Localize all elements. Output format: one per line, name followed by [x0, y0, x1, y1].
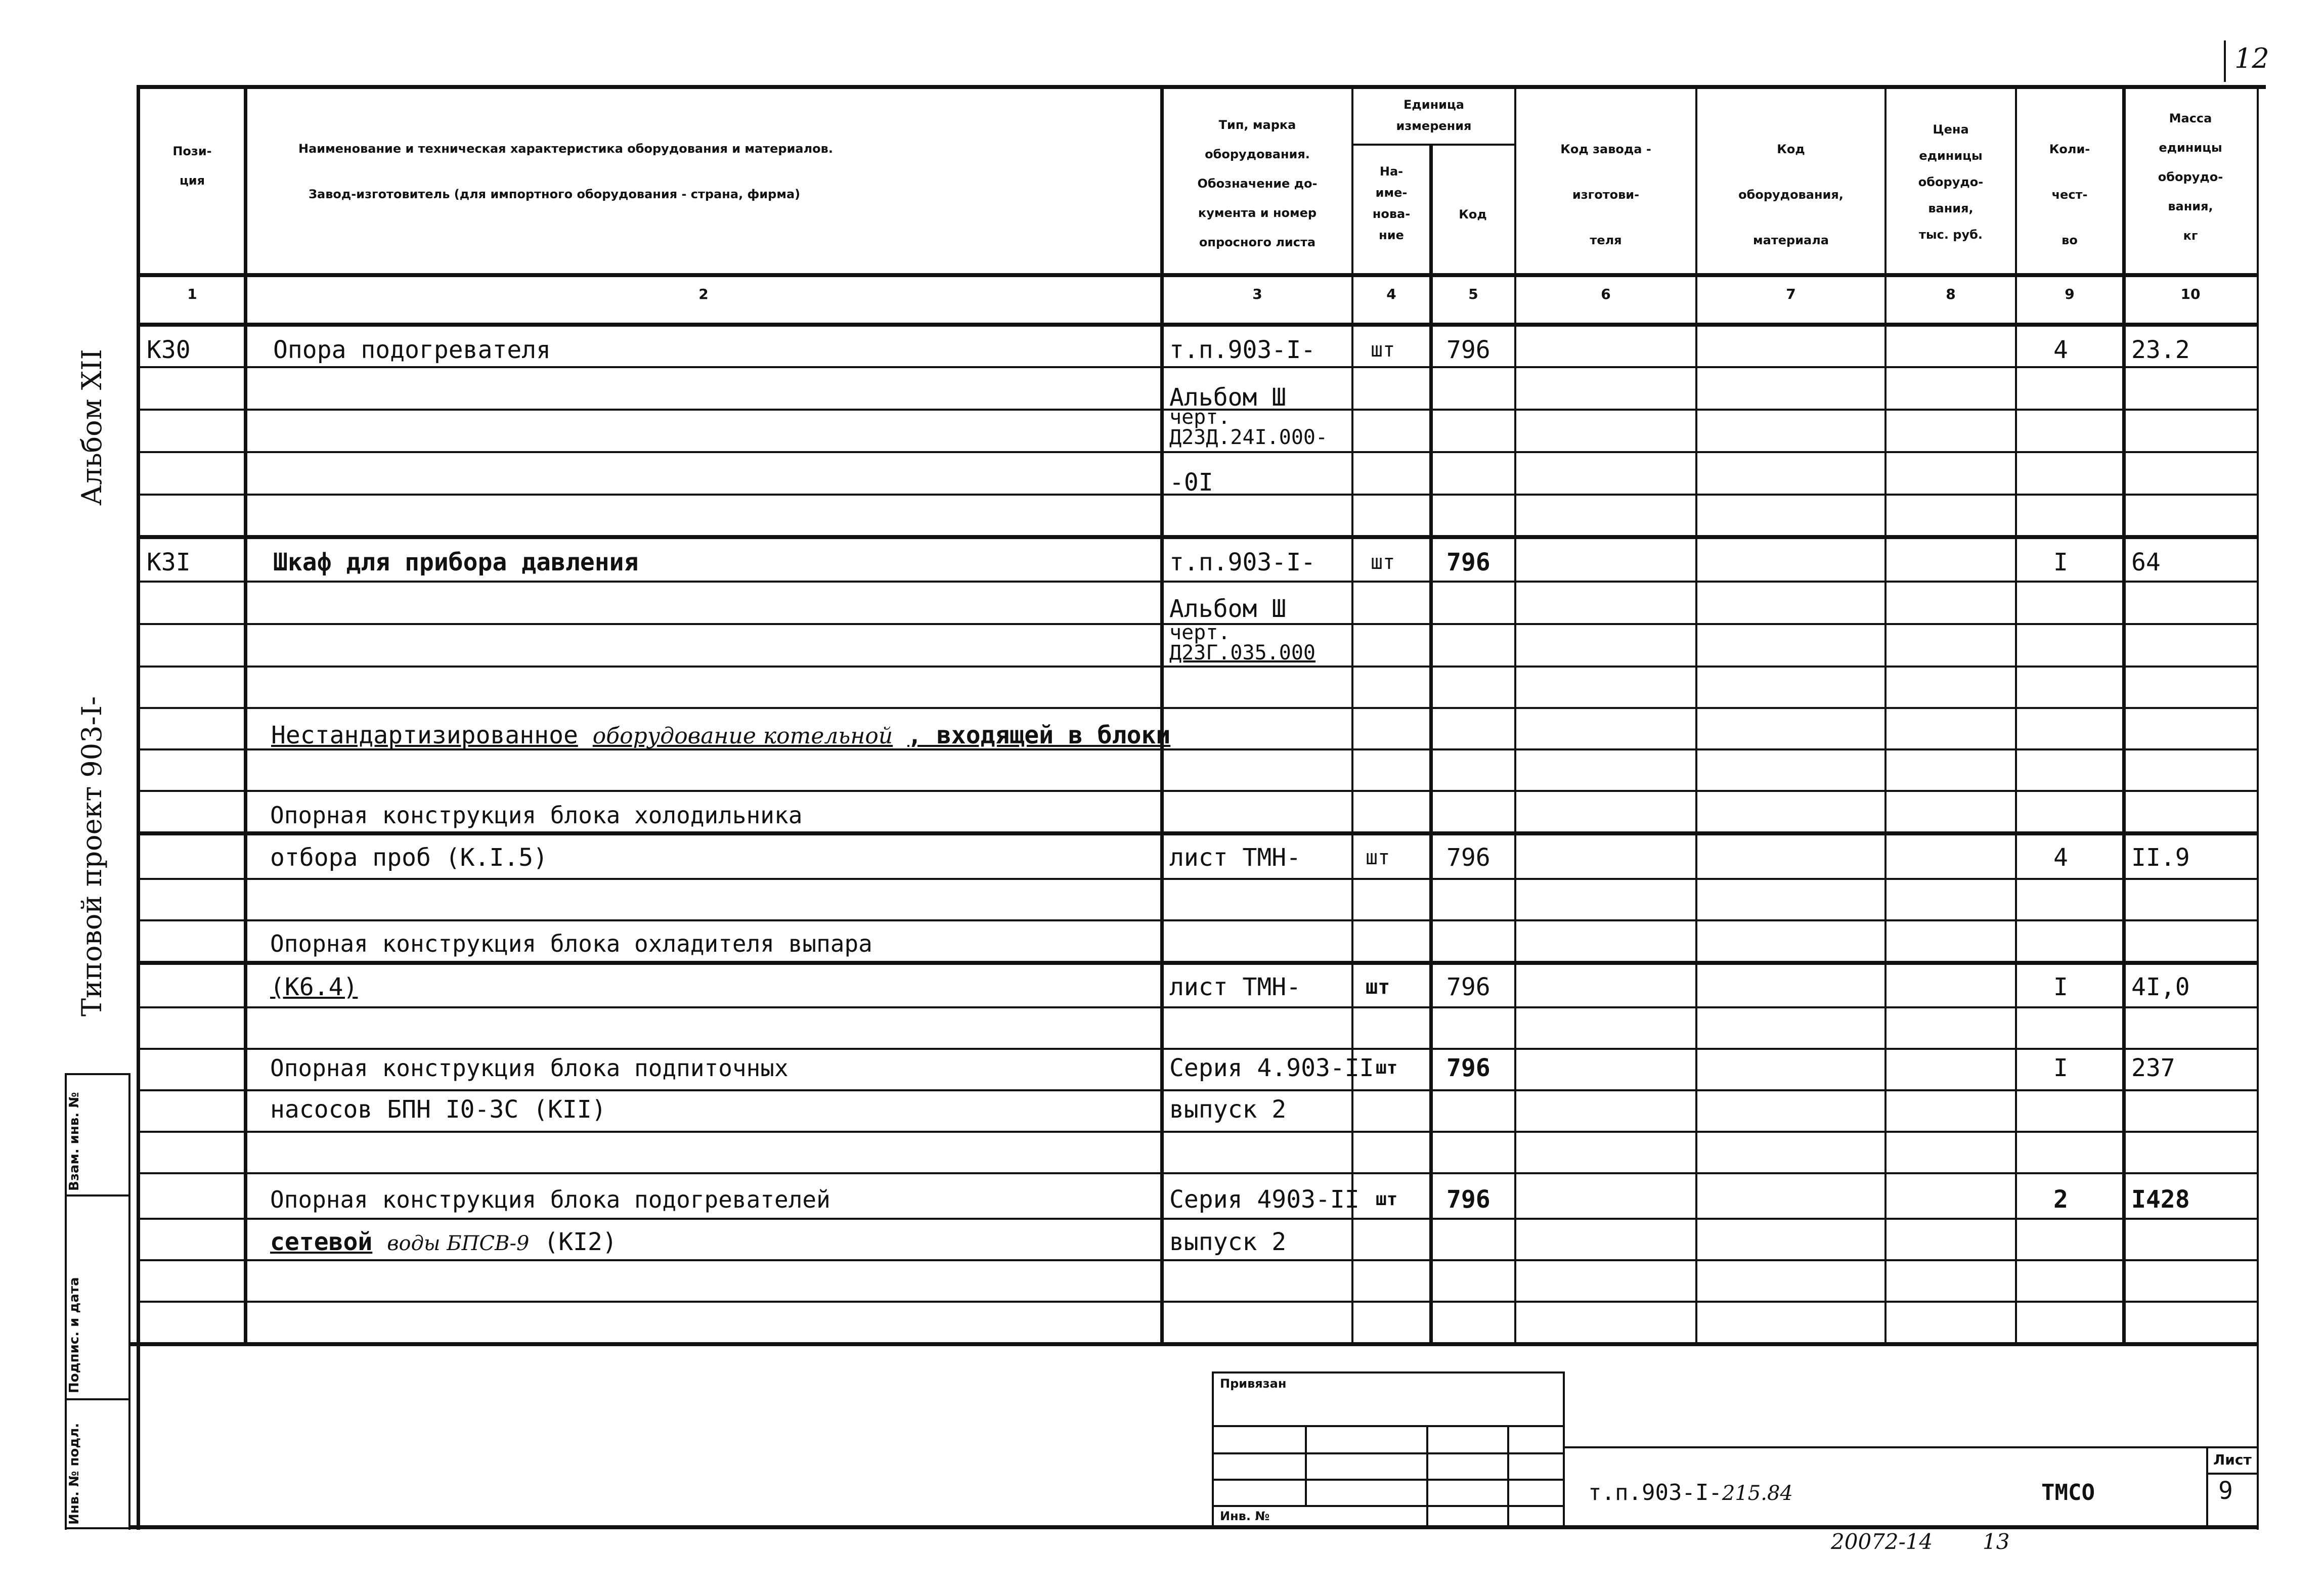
stamp-top — [1212, 1371, 1565, 1374]
side-box-bottom — [65, 1527, 129, 1529]
row12-unit: шт — [1366, 976, 1390, 999]
stamp-privyazan: Привязан — [1220, 1377, 1287, 1391]
row-line — [137, 1301, 2259, 1303]
row5-position: К3I — [147, 548, 191, 577]
row1-position: К30 — [147, 336, 191, 364]
side-album-label: Альбом XII — [76, 349, 108, 506]
row8-heading — [271, 722, 1170, 749]
row4-type: -0I — [1169, 468, 1213, 497]
col-line-8 — [2015, 85, 2017, 1344]
col-number-10: 10 — [2180, 286, 2201, 302]
row-line — [137, 581, 2259, 583]
row-line — [137, 961, 2259, 965]
stamp-sheet-number: 9 — [2218, 1477, 2233, 1505]
row12-qty: I — [2053, 973, 2068, 1001]
row-line — [137, 1089, 2259, 1091]
header-c8: Цена единицы оборудо- вания, тыс. руб. — [1918, 122, 1984, 242]
table-right-border — [2257, 85, 2259, 1530]
row13-qty: I — [2053, 1054, 2068, 1082]
row15-mass: I428 — [2131, 1185, 2190, 1214]
row5-unit: шт — [1371, 551, 1395, 574]
col-line-2 — [1160, 85, 1164, 1344]
stamp-vline — [1426, 1425, 1428, 1526]
row-line — [137, 666, 2259, 668]
row5-name: Шкаф для прибора давления — [273, 548, 639, 577]
corner-mark: 12 — [2234, 42, 2269, 74]
col-number-9: 9 — [2065, 286, 2075, 302]
stamp-doc-number-b: 215.84 — [1722, 1482, 1793, 1505]
header-c1: Пози- ция — [172, 144, 212, 188]
header-c5: Код — [1459, 207, 1487, 221]
row5-code: 796 — [1446, 548, 1490, 577]
row2-type: Альбом Ш — [1169, 383, 1287, 412]
row6-type: Альбом Ш — [1169, 595, 1287, 623]
row1-type: т.п.903-I- — [1169, 336, 1316, 364]
header-c2-line2: Завод-изготовитель (для импортного оборудования - страна, фирма) — [309, 187, 801, 201]
col-line-5 — [1514, 85, 1516, 1344]
header-bottom-border — [137, 273, 2259, 277]
unit-group-divider — [1351, 144, 1514, 146]
row8-heading-part3: , входящей в блоки — [907, 721, 1171, 749]
col-line-4 — [1429, 144, 1433, 1344]
stamp-doc-number — [1588, 1480, 1793, 1507]
table-top-border — [137, 85, 2266, 89]
col-number-2: 2 — [698, 286, 709, 302]
row-line — [137, 919, 2259, 921]
col-number-5: 5 — [1468, 286, 1478, 302]
row10-unit: шт — [1366, 846, 1390, 869]
row5-mass: 64 — [2131, 548, 2161, 577]
row-line — [137, 1048, 2259, 1050]
header-c45-group: Единица измерения — [1396, 98, 1472, 133]
row5-qty: I — [2053, 548, 2068, 577]
side-project-label: Типовой проект 903-I- — [76, 696, 108, 1016]
row13-unit: шт — [1376, 1057, 1398, 1078]
table-bottom-border — [128, 1342, 2259, 1346]
row16-name-part2: воды БПСВ-9 — [387, 1232, 530, 1255]
footer-order-number: 20072-14 — [1831, 1529, 1933, 1554]
stamp-sheet-line — [2206, 1473, 2259, 1475]
row7-type-a: черт. — [1169, 621, 1231, 644]
row12-mass: 4I,0 — [2131, 973, 2190, 1001]
row3-type-a: черт. — [1169, 406, 1231, 429]
col-number-7: 7 — [1786, 286, 1796, 302]
stamp-right — [1563, 1371, 1565, 1527]
row9-name: Опорная конструкция блока холодильника — [270, 802, 803, 829]
col-number-8: 8 — [1946, 286, 1956, 302]
stamp-inv: Инв. № — [1220, 1509, 1270, 1523]
col-line-1 — [244, 85, 247, 1344]
stamp-vline — [1507, 1425, 1509, 1526]
side-box-sep-1 — [65, 1194, 129, 1197]
row8-heading-part1: Нестандартизированное — [271, 721, 578, 749]
side-box-top — [65, 1073, 129, 1075]
header-c9: Коли- чест- во — [2049, 142, 2090, 247]
row13-mass: 237 — [2131, 1054, 2175, 1082]
row14-name: насосов БПН I0-3С (КII) — [270, 1095, 606, 1124]
row-line — [137, 878, 2259, 880]
header-c3: Тип, марка оборудования. Обозначение до- кумента и номер опросного листа — [1197, 118, 1318, 249]
row10-type: лист ТМН- — [1169, 844, 1301, 872]
row15-name: Опорная конструкция блока подогревателей — [270, 1186, 830, 1213]
corner-divider — [2224, 40, 2226, 82]
row10-code: 796 — [1446, 844, 1490, 872]
row10-mass: II.9 — [2131, 844, 2190, 872]
stamp-right-top — [1563, 1446, 2259, 1448]
header-c6: Код завода - изготови- теля — [1560, 142, 1651, 247]
col-number-3: 3 — [1252, 286, 1262, 302]
row-line — [137, 1006, 2259, 1008]
row11-name: Опорная конструкция блока охладителя выпара — [270, 930, 872, 957]
row15-code: 796 — [1446, 1185, 1490, 1214]
row13-type: Серия 4.903-II — [1169, 1054, 1374, 1082]
side-box-sep-2 — [65, 1398, 129, 1400]
col-line-7 — [1884, 85, 1887, 1344]
row-line — [137, 831, 2259, 835]
stamp-line — [1212, 1479, 1565, 1481]
row15-unit: шт — [1376, 1189, 1398, 1210]
col-number-1: 1 — [187, 286, 197, 302]
numbers-bottom-border — [137, 323, 2259, 327]
frame-bottom-border — [128, 1525, 2259, 1529]
row-line — [137, 1259, 2259, 1261]
side-box-right — [128, 1073, 130, 1530]
row8-heading-part2: оборудование котельной — [592, 723, 893, 749]
row10-name: отбора проб (К.I.5) — [270, 844, 548, 872]
row10-qty: 4 — [2053, 844, 2068, 872]
row15-type: Серия 4903-II — [1169, 1185, 1360, 1214]
col-line-9 — [2122, 85, 2126, 1344]
row7-type-b: Д23Г.035.000 — [1169, 641, 1316, 664]
row3-type-b: Д23Д.24I.000- — [1169, 426, 1328, 449]
col-number-4: 4 — [1386, 286, 1396, 302]
row14-type: выпуск 2 — [1169, 1095, 1287, 1124]
row-line — [137, 707, 2259, 709]
row1-unit: шт — [1371, 338, 1395, 362]
col-line-3 — [1351, 85, 1353, 1344]
side-box-vzam: Взам. инв. № — [67, 1092, 82, 1191]
row16-name-part1: сетевой — [270, 1228, 373, 1256]
row1-mass: 23.2 — [2131, 336, 2190, 364]
header-c4: На- име- нова- ние — [1372, 164, 1411, 242]
stamp-code: ТМСО — [2041, 1480, 2095, 1505]
stamp-vline — [1305, 1425, 1307, 1505]
row-line — [137, 366, 2259, 368]
row-line — [137, 790, 2259, 792]
stamp-line — [1212, 1425, 1565, 1427]
stamp-line — [1212, 1452, 1565, 1454]
side-box-inv-podl: Инв. № подл. — [67, 1423, 82, 1525]
col-number-6: 6 — [1601, 286, 1611, 302]
footer-page-number: 13 — [1983, 1529, 2010, 1554]
row12-name: (К6.4) — [270, 973, 358, 1001]
col-line-6 — [1695, 85, 1697, 1344]
row15-qty: 2 — [2053, 1185, 2068, 1214]
row5-type: т.п.903-I- — [1169, 548, 1316, 577]
row16-type: выпуск 2 — [1169, 1228, 1287, 1256]
stamp-left — [1212, 1371, 1214, 1527]
row16-name — [270, 1229, 617, 1257]
row16-name-part3: (КI2) — [544, 1228, 617, 1256]
header-c7: Код оборудования, материала — [1738, 142, 1844, 247]
header-c10: Масса единицы оборудо- вания, кг — [2158, 111, 2223, 243]
side-box-podpis: Подпис. и дата — [67, 1277, 82, 1393]
row12-code: 796 — [1446, 973, 1490, 1001]
row1-code: 796 — [1446, 336, 1490, 364]
row1-qty: 4 — [2053, 336, 2068, 364]
row-line — [137, 1218, 2259, 1220]
stamp-sheet-divider — [2206, 1446, 2208, 1527]
row1-name: Опора подогревателя — [273, 336, 551, 364]
row-line — [137, 1131, 2259, 1133]
row-line — [137, 1172, 2259, 1174]
row13-code: 796 — [1446, 1054, 1490, 1082]
stamp-line — [1212, 1505, 1565, 1507]
row-line — [137, 451, 2259, 453]
row13-name: Опорная конструкция блока подпиточных — [270, 1054, 788, 1082]
row-line — [137, 535, 2259, 539]
stamp-doc-number-a: т.п.903-I- — [1588, 1480, 1722, 1505]
table-left-border — [137, 85, 140, 1530]
row12-type: лист ТМН- — [1169, 973, 1301, 1001]
stamp-sheet-label: Лист — [2213, 1451, 2252, 1468]
header-c2-line1: Наименование и техническая характеристика оборудования и материалов. — [298, 142, 833, 156]
